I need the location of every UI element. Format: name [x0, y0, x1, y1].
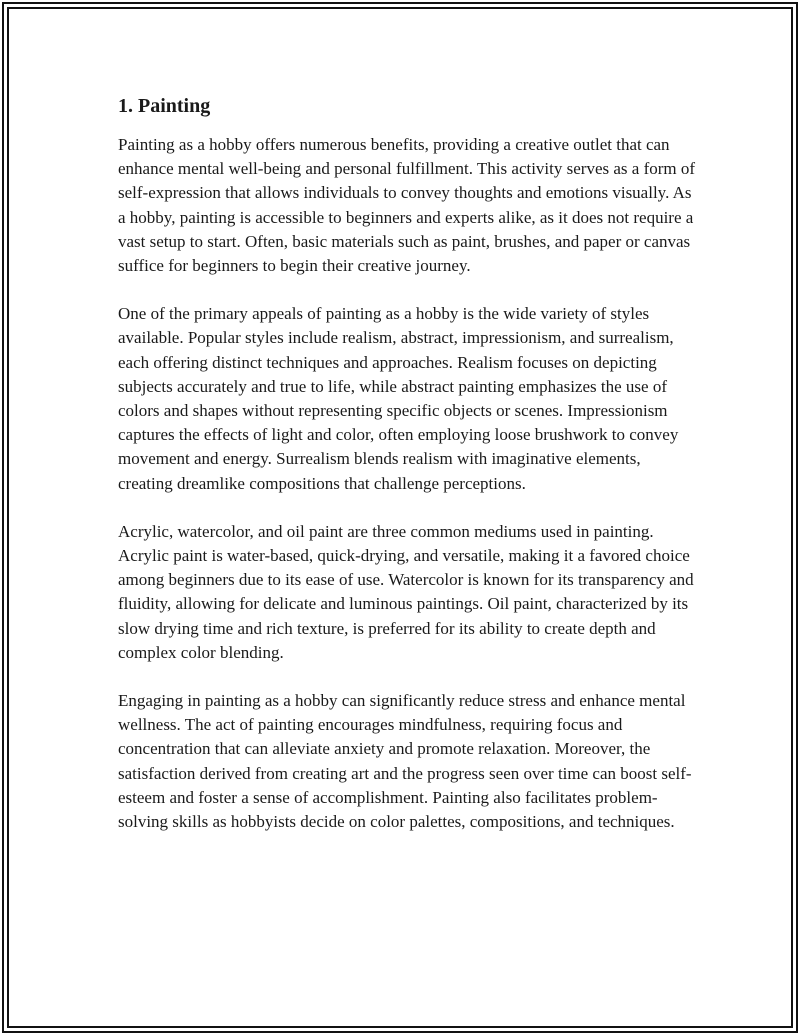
paragraph-wellness: Engaging in painting as a hobby can significantly reduce stress and enhance mental wellness. The act of painting encourages mindfulness, requiring focus and concentration that can alleviate anxiety and promote relaxation. Moreover, the satisfaction derived from creating art and the progress seen over time can boost self-esteem and foster a sense of accomplishment. Painting also facilitates problem-solving skills as hobbyists decide on color palettes, compositions, and techniques.: [118, 691, 692, 832]
section-title: 1. Painting: [118, 95, 211, 117]
document-body: [118, 93, 698, 858]
paragraph-mediums: Acrylic, watercolor, and oil paint are three common mediums used in painting. Acrylic paint is water-based, quick-drying, and versatile, making it a favored choice among beginners due to its ease of use. Watercolor is known for its transparency and fluidity, allowing for delicate and luminous paintings. Oil paint, characterized by its slow drying time and rich texture, is preferred for its ability to create depth and complex color blending.: [118, 521, 694, 662]
paragraph-benefits: Painting as a hobby offers numerous benefits, providing a creative outlet that can enhance mental well-being and personal fulfillment. This activity serves as a form of self-expression that allows individuals to convey thoughts and emotions visually. As a hobby, painting is accessible to beginners and experts alike, as it does not require a vast setup to start. Often, basic materials such as paint, brushes, and paper or canvas suffice for beginners to begin their creative journey.: [118, 135, 696, 276]
paragraph-styles: One of the primary appeals of painting as a hobby is the wide variety of styles available. Popular styles include realism, abstract, impressionism, and surrealism, each offering distinct techniques and approaches. Realism focuses on depicting subjects accurately and true to life, while abstract painting emphasizes the use of colors and shapes without representing specific objects or scenes. Impressionism captures the effects of light and color, often employing loose brushwork to convey movement and energy. Surrealism blends realism with imaginative elements, creating dreamlike compositions that challenge perceptions.: [118, 304, 679, 493]
